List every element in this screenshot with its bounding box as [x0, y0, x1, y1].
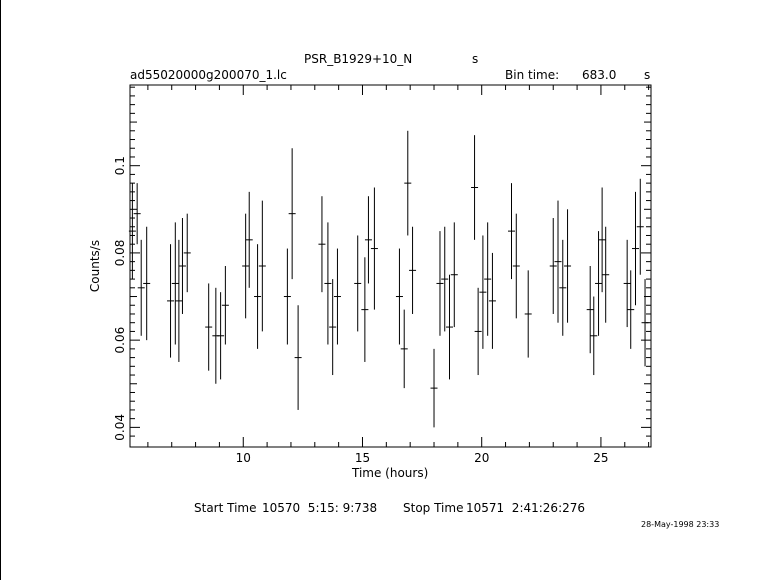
y-axis-label: Counts/s [88, 239, 102, 293]
plot-timestamp: 28-May-1998 23:33 [641, 520, 720, 529]
x-tick-label: 25 [593, 451, 609, 465]
data-point [318, 196, 325, 292]
y-tick-label: 0.06 [113, 326, 127, 354]
stop-time-value: 10571 2:41:26:276 [466, 501, 586, 515]
data-point [246, 192, 253, 288]
data-point [590, 297, 597, 376]
data-point [471, 135, 478, 240]
data-point [371, 187, 378, 309]
data-point [564, 209, 571, 322]
data-point [295, 305, 302, 410]
data-point [513, 214, 520, 319]
bin-time-label: Bin time: [505, 68, 560, 82]
data-point [508, 183, 515, 279]
data-point [284, 249, 291, 345]
data-point [632, 192, 639, 305]
data-point [361, 257, 368, 362]
object-unit: s [472, 52, 479, 66]
data-point [624, 240, 631, 327]
file-name: ad55020000g200070_1.lc [130, 68, 287, 82]
data-point [484, 222, 491, 335]
y-tick-label: 0.04 [113, 414, 127, 441]
data-point [396, 249, 403, 345]
data-point [431, 349, 438, 428]
bin-time-value: 683.0 [582, 68, 617, 82]
stop-time-label: Stop Time [403, 501, 464, 515]
data-point [599, 187, 606, 292]
data-point [172, 222, 179, 344]
data-point [167, 244, 174, 357]
data-point [475, 288, 482, 375]
data-series [129, 131, 649, 428]
data-point [409, 227, 416, 314]
data-point [329, 279, 336, 375]
data-point [138, 240, 145, 336]
x-tick-label: 10 [235, 451, 251, 465]
x-tick-label: 20 [474, 451, 490, 465]
y-tick-label: 0.1 [113, 156, 127, 176]
data-point [184, 214, 191, 293]
data-point [441, 227, 448, 332]
bin-time-unit: s [644, 68, 651, 82]
data-point [436, 231, 443, 336]
data-point [222, 266, 229, 345]
data-point [602, 227, 609, 323]
data-point [401, 310, 408, 389]
data-point [587, 266, 594, 353]
plot-frame [130, 85, 651, 447]
data-point [354, 235, 361, 331]
data-point [365, 196, 372, 283]
start-time-label: Start Time [194, 501, 257, 515]
data-point [627, 270, 634, 349]
data-point [179, 218, 186, 314]
data-point [550, 218, 557, 314]
object-name: PSR_B1929+10_N [304, 52, 413, 66]
data-point [637, 179, 644, 275]
data-point [205, 283, 212, 370]
data-point [242, 214, 249, 319]
x-tick-label: 15 [354, 451, 371, 465]
data-point [259, 201, 266, 332]
y-axis-ticks [113, 87, 651, 441]
start-time-value: 10570 5:15: 9:738 [262, 501, 378, 515]
data-point [324, 222, 331, 344]
data-point [334, 249, 341, 345]
data-point [175, 240, 182, 362]
data-point [254, 244, 261, 349]
data-point [289, 148, 296, 279]
data-point [446, 275, 453, 380]
data-point [143, 227, 150, 340]
data-point [559, 240, 566, 336]
data-point [555, 201, 562, 323]
data-point [451, 222, 458, 327]
data-point [404, 131, 411, 236]
y-tick-label: 0.08 [113, 239, 127, 267]
x-axis-label: Time (hours) [352, 466, 429, 480]
data-point [489, 253, 496, 349]
data-point [595, 231, 602, 336]
x-axis-ticks [148, 85, 649, 465]
data-point [525, 270, 532, 357]
data-point [642, 279, 649, 366]
